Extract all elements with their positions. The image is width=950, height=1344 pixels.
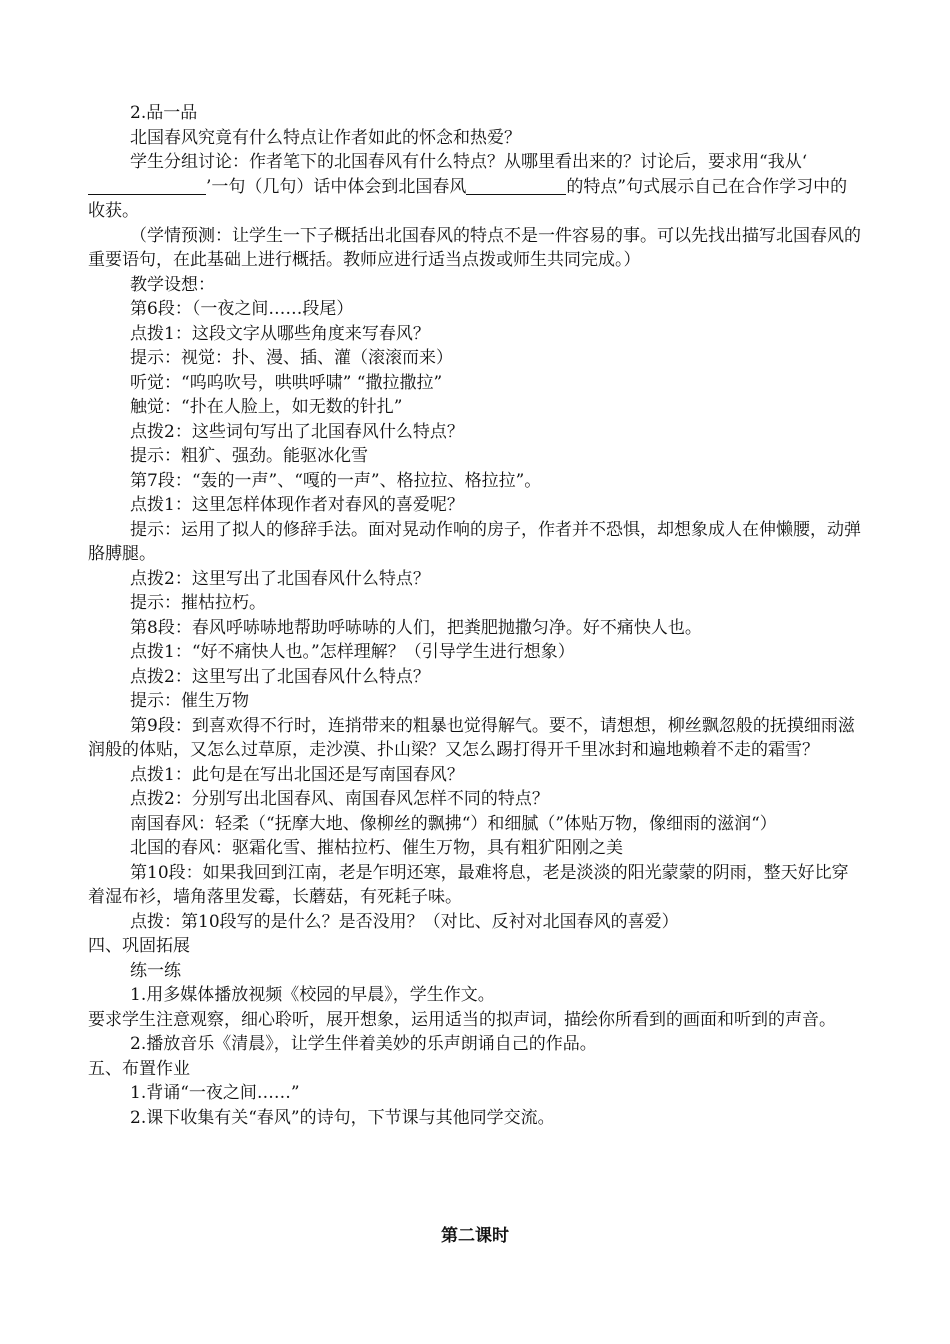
homework-item-2: 2.课下收集有关“春风”的诗句，下节课与其他同学交流。	[130, 1107, 555, 1128]
paragraph-10-heading: 第10段：如果我回到江南，老是乍明还寒，最难将息，老是淡淡的阳光蒙蒙的阴雨，整天好比穿着湿布衫，墙角落里发霉，长蘑菇，有死耗子味。	[88, 862, 849, 907]
fill-blank-1	[88, 177, 206, 195]
section-title: 第二课时	[441, 1226, 509, 1246]
practice-requirement: 要求学生注意观察，细心聆听，展开想象，运用适当的拟声词，描绘你所看到的画面和听到的声音。	[88, 1009, 836, 1030]
fill-blank-2	[466, 177, 566, 195]
tip-line: 触觉：“扑在人脸上，如无数的针扎”	[130, 397, 403, 417]
tip-line: 提示：运用了拟人的修辞手法。面对晃动作响的房子，作者并不恐惧，却想象成人在伸懒腰，动弹胳膊腿。	[88, 519, 861, 564]
section-heading-consolidate: 四、巩固拓展	[88, 936, 190, 956]
learning-prediction: （学情预测：让学生一下子概括出北国春风的特点不是一件容易的事。可以先找出描写北国春风的重要语句，在此基础上进行概括。教师应进行适当点拨或师生共同完成。）	[88, 225, 861, 270]
tip-line: 提示：视觉：扑、漫、插、灌（滚滚而来）	[130, 348, 453, 368]
document-body	[88, 101, 864, 1130]
discussion-text-3: 的特点”句式展示自己在合作学习中的收获。	[88, 176, 848, 221]
hint-line: 点拨1：此句是在写出北国还是写南国春风？	[130, 764, 464, 785]
tip-line: 提示：摧枯拉朽。	[130, 593, 266, 613]
hint-line: 点拨2：这里写出了北国春风什么特点？	[130, 568, 430, 589]
paragraph-7-heading: 第7段：“轰的一声”、“嘎的一声”、格拉拉、格拉拉”。	[130, 470, 542, 491]
hint-line: 点拨2：这里写出了北国春风什么特点？	[130, 666, 430, 687]
paragraph-9-heading: 第9段：到喜欢得不行时，连捎带来的粗暴也觉得解气。要不，请想想，柳丝飘忽般的抚摸细雨滋润般的体贴，又怎么过草原，走沙漠、扑山梁？又怎么踢打得开千里冰封和遍地赖着不走的霜雪？	[88, 715, 855, 760]
hint-line: 点拨2：分别写出北国春风、南国春风怎样不同的特点？	[130, 789, 549, 809]
paragraph-6-heading: 第6段：（一夜之间……段尾）	[130, 299, 354, 319]
practice-item-2: 2.播放音乐《清晨》，让学生伴着美妙的乐声朗诵自己的作品。	[130, 1034, 597, 1054]
practice-heading: 练一练	[130, 960, 181, 981]
paragraph-8-heading: 第8段：春风呼哧哧地帮助呼哧哧的人们，把粪肥抛撒匀净。好不痛快人也。	[130, 617, 702, 638]
subheading-taste: 2.品一品	[130, 103, 198, 123]
practice-item-1: 1.用多媒体播放视频《校园的早晨》，学生作文。	[130, 985, 495, 1005]
tip-line: 听觉：“呜呜吹号，哄哄呼啸” “撒拉撒拉”	[130, 372, 443, 393]
discussion-paragraph	[88, 150, 864, 224]
hint-line: 点拨1：这里怎样体现作者对春风的喜爱呢？	[130, 495, 464, 515]
hint-line: 点拨1：“好不痛快人也。”怎样理解？（引导学生进行想象）	[130, 642, 575, 662]
discussion-text-2: ’一句（几句）话中体会到北国春风	[206, 176, 467, 197]
tip-line: 提示：催生万物	[130, 691, 249, 711]
hint-line: 点拨2：这些词句写出了北国春风什么特点？	[130, 421, 464, 442]
north-wind-line: 北国的春风：驱霜化雪、摧枯拉朽、催生万物，具有粗犷阳刚之美	[130, 838, 623, 858]
south-wind-line: 南国春风：轻柔（“抚摩大地、像柳丝的飘拂“）和细腻（”体贴万物，像细雨的滋润“）	[130, 813, 777, 834]
discussion-text-1: 学生分组讨论：作者笔下的北国春风有什么特点？从哪里看出来的？讨论后，要求用“我从‘	[130, 152, 808, 172]
tip-line: 提示：粗犷、强劲。能驱冰化雪	[130, 446, 368, 466]
question-paragraph: 北国春风究竟有什么特点让作者如此的怀念和热爱？	[130, 127, 521, 148]
section-heading-homework: 五、布置作业	[88, 1058, 190, 1079]
hint-line: 点拨：第10段写的是什么？是否没用？（对比、反衬对北国春风的喜爱）	[130, 911, 679, 932]
hint-line: 点拨1：这段文字从哪些角度来写春风？	[130, 323, 430, 344]
homework-item-1: 1.背诵“一夜之间……”	[130, 1083, 300, 1103]
teaching-idea-heading: 教学设想：	[130, 274, 215, 295]
